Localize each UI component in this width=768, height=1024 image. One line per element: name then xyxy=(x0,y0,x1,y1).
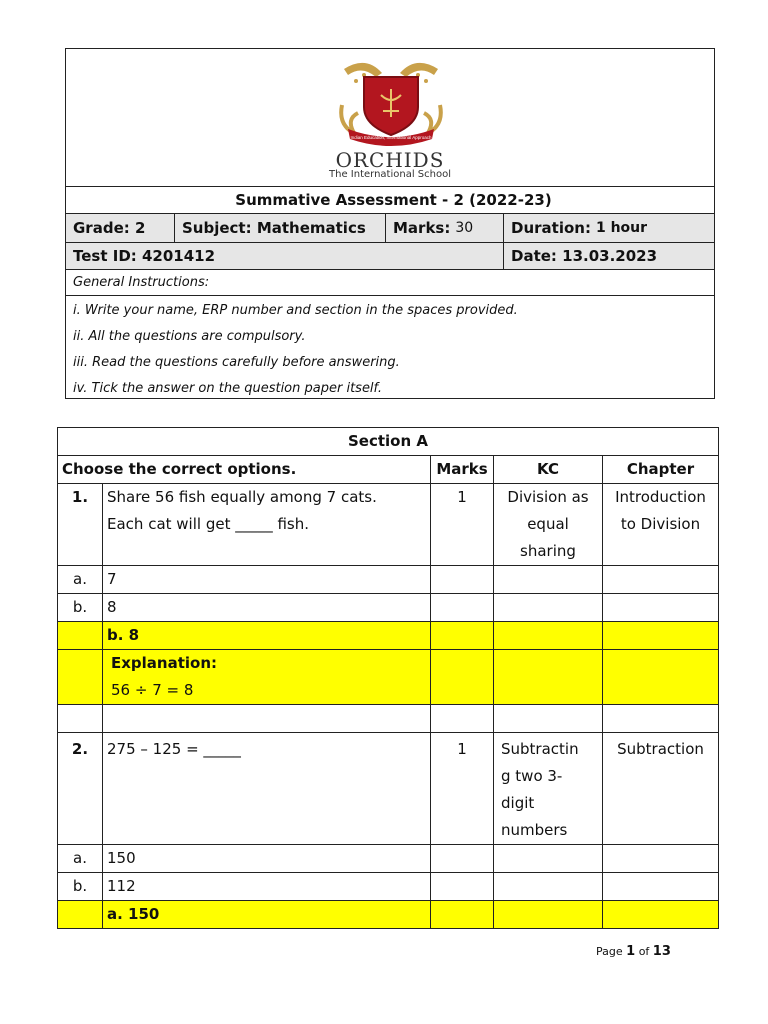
test-id: Test ID: 4201412 xyxy=(66,243,504,269)
instruction-item: iv. Tick the answer on the question paper itself. xyxy=(73,381,383,396)
kc-line: sharing xyxy=(520,542,576,560)
option-label: b. xyxy=(58,594,103,622)
logo-ribbon-text: Indian Education, International Approach xyxy=(350,135,432,140)
assessment-title: Summative Assessment - 2 (2022-23) xyxy=(235,190,552,209)
option-label: a. xyxy=(58,845,103,873)
question-text-line: Share 56 fish equally among 7 cats. xyxy=(107,488,377,506)
question-row xyxy=(58,733,719,845)
option-text: 112 xyxy=(103,873,431,901)
question-number: 2. xyxy=(58,733,103,845)
paper-header xyxy=(65,48,715,399)
col-kc: KC xyxy=(494,456,603,484)
option-label: b. xyxy=(58,873,103,901)
testid-date-row xyxy=(66,243,714,270)
answer-text: a. 150 xyxy=(103,901,431,929)
col-chapter: Chapter xyxy=(603,456,719,484)
page-current: 1 xyxy=(626,944,636,959)
section-a-table xyxy=(57,427,719,929)
option-text: 8 xyxy=(103,594,431,622)
question-number: 1. xyxy=(58,484,103,566)
marks-label: Marks: xyxy=(393,219,451,237)
duration-label: Duration: xyxy=(511,219,591,237)
explanation xyxy=(103,650,431,705)
option-row xyxy=(58,566,719,594)
explanation-title: Explanation: xyxy=(111,654,218,672)
duration-cell xyxy=(504,214,714,242)
question-marks: 1 xyxy=(431,733,494,845)
instruction-item: iii. Read the questions carefully before answering. xyxy=(73,355,400,370)
grade-subject-row xyxy=(66,214,714,243)
question-kc xyxy=(494,733,603,845)
question-text: 275 – 125 = _____ xyxy=(103,733,431,845)
marks-value: 30 xyxy=(455,220,474,236)
explanation-row xyxy=(58,650,719,705)
question-chapter: Subtraction xyxy=(603,733,719,845)
test-date: Date: 13.03.2023 xyxy=(511,247,658,265)
answer-row xyxy=(58,901,719,929)
assessment-title-row xyxy=(66,186,714,214)
page-word: Page xyxy=(596,945,623,958)
page-footer xyxy=(596,944,671,959)
school-crest-logo xyxy=(336,55,446,147)
question-marks: 1 xyxy=(431,484,494,566)
question-kc xyxy=(494,484,603,566)
kc-line: Division as xyxy=(507,488,589,506)
kc-line: numbers xyxy=(501,821,568,839)
school-tagline: The International School xyxy=(329,169,451,180)
instruction-item: ii. All the questions are compulsory. xyxy=(73,329,306,344)
grade-label: Grade: 2 xyxy=(66,214,175,242)
section-title: Section A xyxy=(58,428,719,456)
logo-area xyxy=(66,49,714,187)
question-text xyxy=(103,484,431,566)
chapter-line: to Division xyxy=(620,515,701,533)
instructions-title-row xyxy=(66,270,714,296)
kc-line: Subtractin xyxy=(501,740,579,758)
question-row xyxy=(58,484,719,566)
page-total: 13 xyxy=(652,944,671,959)
instruction-item: i. Write your name, ERP number and section in the spaces provided. xyxy=(73,303,518,318)
chapter-line: Introduction xyxy=(615,488,706,506)
question-text-line: Each cat will get _____ fish. xyxy=(107,515,310,533)
explanation-text: 56 ÷ 7 = 8 xyxy=(111,681,194,699)
option-row xyxy=(58,845,719,873)
answer-row xyxy=(58,622,719,650)
option-text: 150 xyxy=(103,845,431,873)
school-name: ORCHIDS xyxy=(335,148,445,172)
section-heading: Choose the correct options. xyxy=(58,456,431,484)
col-marks: Marks xyxy=(431,456,494,484)
option-row xyxy=(58,873,719,901)
subject-label: Subject: Mathematics xyxy=(175,214,386,242)
instructions-title: General Instructions: xyxy=(73,275,210,290)
option-label: a. xyxy=(58,566,103,594)
question-chapter xyxy=(603,484,719,566)
spacer-row xyxy=(58,705,719,733)
option-row xyxy=(58,594,719,622)
kc-line: digit xyxy=(501,794,535,812)
section-title-row xyxy=(58,428,719,456)
column-header-row xyxy=(58,456,719,484)
of-word: of xyxy=(638,945,650,958)
option-text: 7 xyxy=(103,566,431,594)
kc-line: g two 3- xyxy=(501,767,563,785)
kc-line: equal xyxy=(527,515,569,533)
duration-value: 1 hour xyxy=(595,220,648,236)
answer-text: b. 8 xyxy=(103,622,431,650)
marks-cell xyxy=(386,214,504,242)
